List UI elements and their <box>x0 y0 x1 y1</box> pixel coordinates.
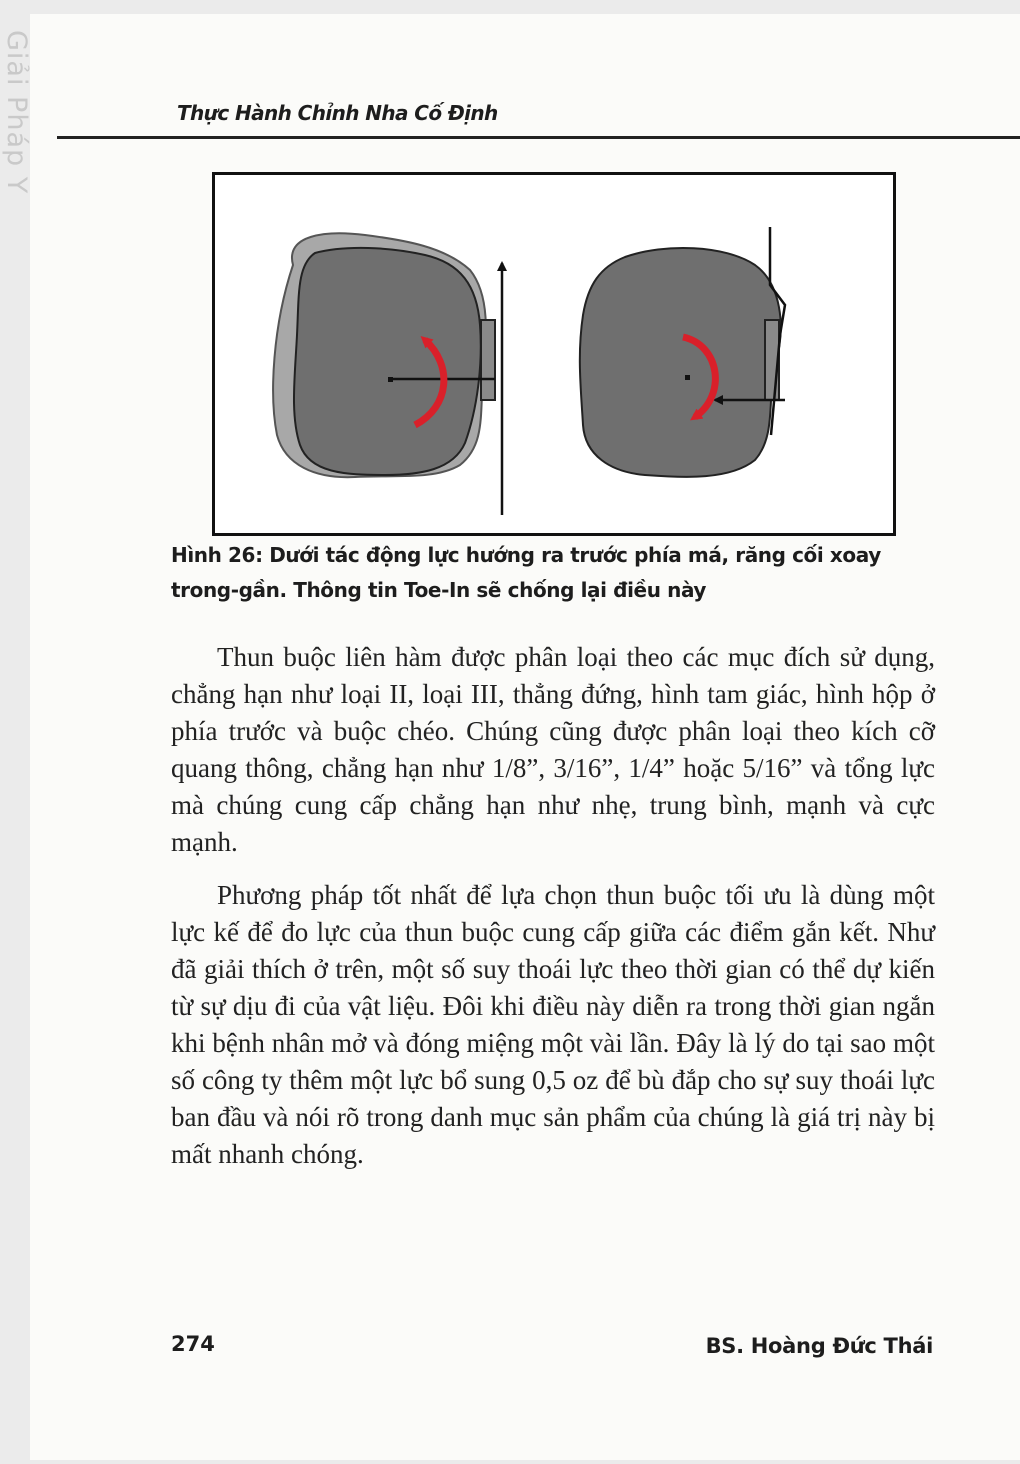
running-head: Thực Hành Chỉnh Nha Cố Định <box>177 101 498 125</box>
page-number: 274 <box>171 1332 215 1356</box>
watermark: Giải Pháp Y <box>1 30 32 195</box>
header-rule <box>57 136 1020 139</box>
left-center-point <box>388 377 393 382</box>
right-molar-body <box>580 248 781 477</box>
figure-caption: Hình 26: Dưới tác động lực hướng ra trước phía má, răng cối xoay trong-gần. Thông tin Toe-In sẽ chống lại điều này <box>171 543 881 602</box>
body-text <box>171 639 935 1189</box>
author-name: BS. Hoàng Đức Thái <box>705 1334 933 1358</box>
right-center-point <box>685 375 690 380</box>
right-molar <box>580 227 785 477</box>
left-molar <box>273 233 502 515</box>
left-molar-body <box>294 248 481 475</box>
paragraph-1: Thun buộc liên hàm được phân loại theo các mục đích sử dụng, chẳng hạn như loại II, loại III, thẳng đứng, hình tam giác, hình hộp ở phía trước và buộc chéo. Chúng cũng được phân loại theo kích cỡ quang thông, chẳng hạn như 1/8”, 3/16”, 1/4” hoặc 5/16” và tổng lực mà chúng cung cấp chẳng hạn như nhẹ, trung bình, mạnh và cực mạnh. <box>171 642 935 857</box>
figure-26 <box>212 172 896 536</box>
left-bracket <box>481 320 495 400</box>
molar-rotation-diagram <box>215 175 893 533</box>
paragraph-2: Phương pháp tốt nhất để lựa chọn thun buộc tối ưu là dùng một lực kế để đo lực của thun buộc cung cấp giữa các điểm gắn kết. Như đã giải thích ở trên, một số suy thoái lực theo thời gian có thể dự kiến từ sự dịu đi của vật liệu. Đôi khi điều này diễn ra trong thời gian ngắn khi bệnh nhân mở và đóng miệng một vài lần. Đây là lý do tại sao một số công ty thêm một lực bổ sung 0,5 oz để bù đắp cho sự suy thoái lực ban đầu và nói rõ trong danh mục sản phẩm của chúng là giá trị này bị mất nhanh chóng. <box>171 880 935 1169</box>
